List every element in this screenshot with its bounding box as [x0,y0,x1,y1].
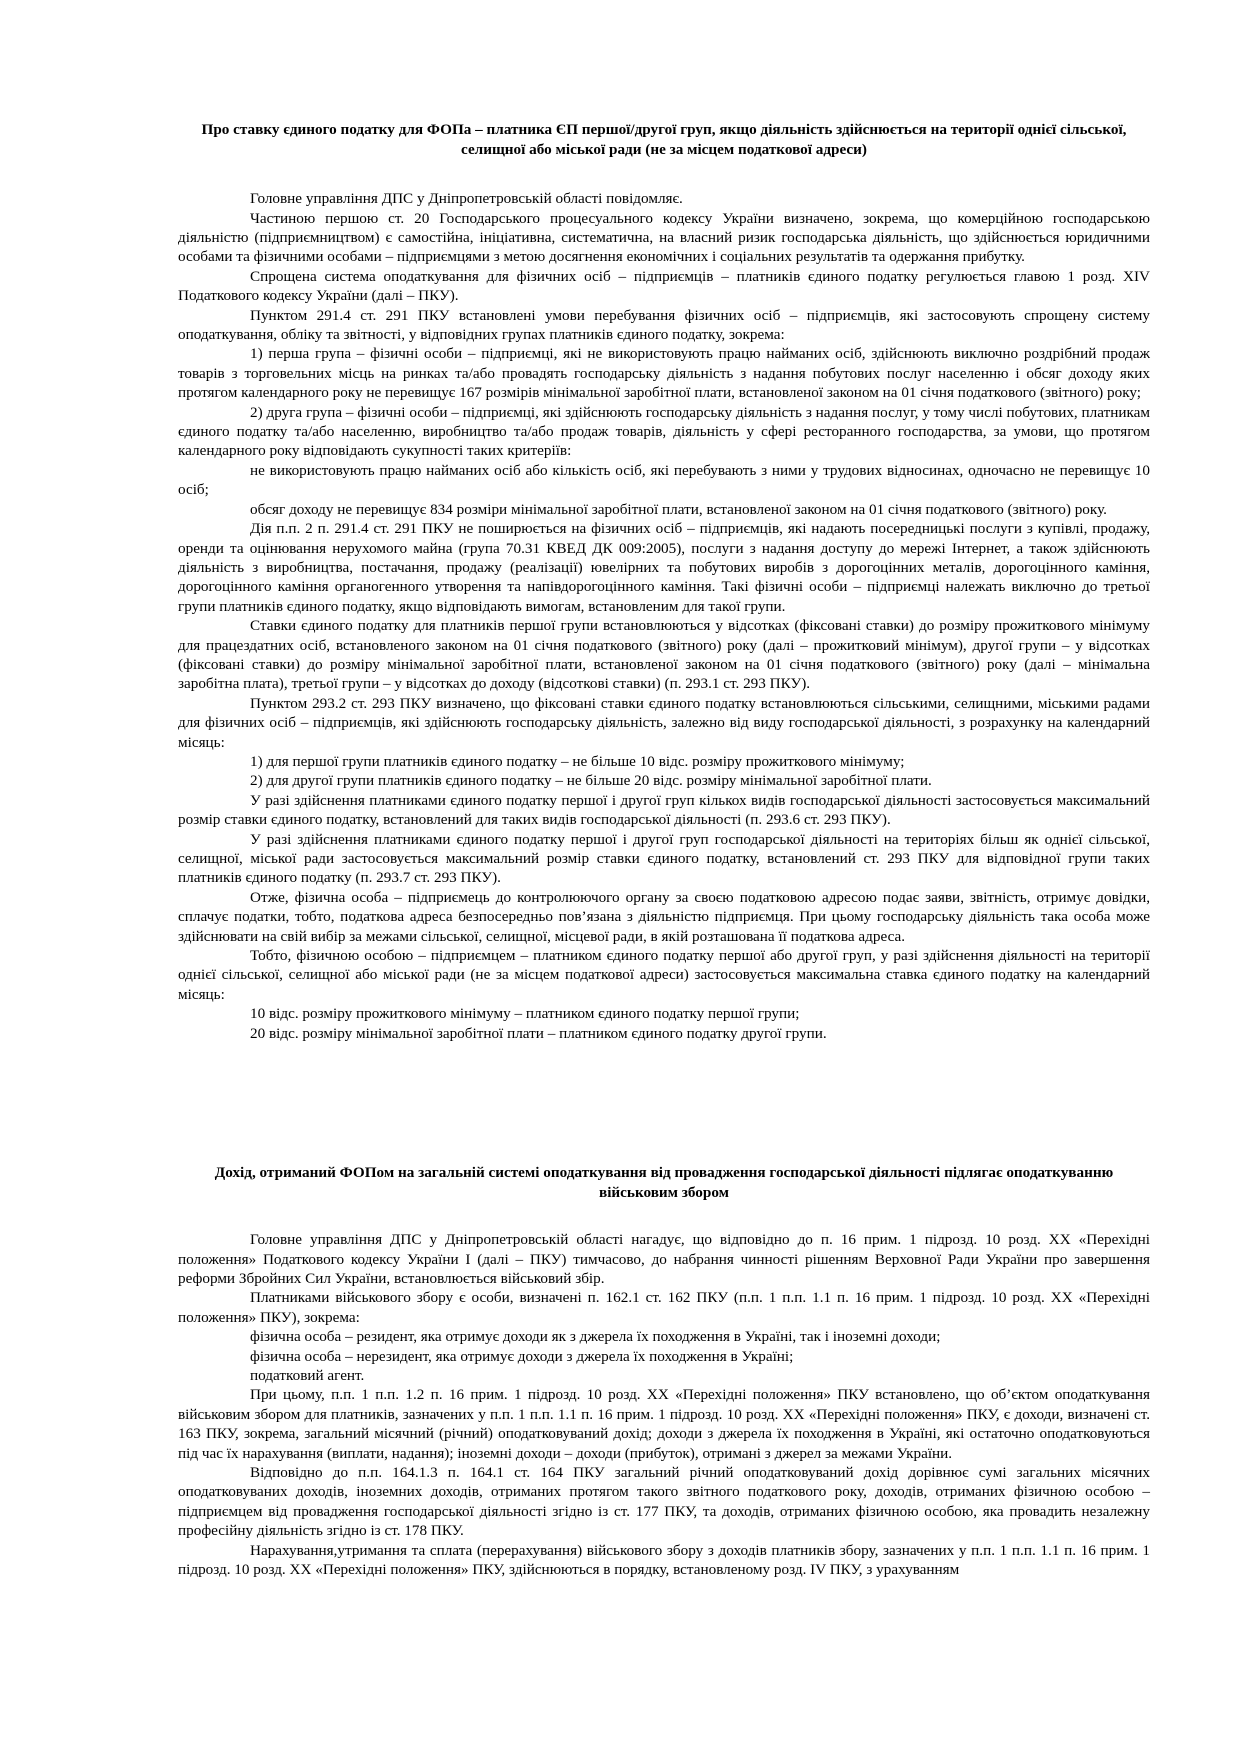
paragraph: 10 відс. розміру прожиткового мінімуму – платником єдиного податку першої групи; [250,1005,800,1023]
paragraph: податковий агент. [250,1367,365,1385]
article-2-title: Дохід, отриманий ФОПом на загальній системі оподаткування від провадження господарської діяльності підлягає оподаткуванню військовим збором [214,1164,1114,1201]
paragraph: Пунктом 291.4 ст. 291 ПКУ встановлені умови перебування фізичних осіб – підприємців, які застосовують спрощену систему оподаткування, обліку та звітності, у відповідних групах платників єдиного податку, зокрема: [178,306,1150,344]
article-1-title: Про ставку єдиного податку для ФОПа – платника ЄП першої/другої груп, якщо діяльність здійснюється на території однієї сільської, селищної або міської ради (не за місцем податкової адреси) [201,121,1127,158]
paragraph: обсяг доходу не перевищує 834 розміри мінімальної заробітної плати, встановленої законом на 01 січня податкового (звітного) року. [250,500,1107,518]
paragraph: Частиною першою ст. 20 Господарського процесуального кодексу України визначено, зокрема, що комерційною господарською діяльністю (підприємництвом) є самостійна, ініціативна, систематична, на власний ризик господарська діяльність, що здійснюється юридичними особами та фізичними особами – підприємцями з метою досягнення економічних і соціальних результатів та одержання прибутку. [178,209,1150,266]
paragraph: Відповідно до п.п. 164.1.3 п. 164.1 ст. 164 ПКУ загальний річний оподатковуваний дохід дорівнює сумі загальних місячних оподатковуваних доходів, іноземних доходів, отриманих протягом такого звітного податкового року, доходів, отриманих фізичною особою – підприємцем від провадження господарської діяльності згідно із ст. 177 ПКУ, та доходів, отриманих фізичною особою, яка провадить незалежну професійну діяльність згідно із ст. 178 ПКУ. [178,1464,1150,1540]
paragraph: Пунктом 293.2 ст. 293 ПКУ визначено, що фіксовані ставки єдиного податку встановлюються сільськими, селищними, міськими радами для фізичних осіб – підприємців, які здійснюють господарську діяльність, залежно від виду господарської діяльності, з розрахунку на календарний місяць: [178,694,1150,751]
article-1 [178,120,1150,1043]
paragraph: Головне управління ДПС у Дніпропетровській області повідомляє. [250,190,683,208]
paragraph: Платниками військового збору є особи, визначені п. 162.1 ст. 162 ПКУ (п.п. 1 п.п. 1.1 п. 16 прим. 1 підрозд. 10 розд. XX «Перехідні положення» ПКУ), зокрема: [178,1289,1150,1326]
article-2-body [178,1230,1150,1579]
paragraph: При цьому, п.п. 1 п.п. 1.2 п. 16 прим. 1 підрозд. 10 розд. XX «Перехідні положення» ПКУ встановлено, що об’єктом оподаткування військовим збором для платників, зазначених у п.п. 1 п.п. 1.1 п. 16 прим. 1 підрозд. 10 розд. XX «Перехідні положення» ПКУ, є доходи, визначені ст. 163 ПКУ, зокрема, загальний місячний (річний) оподатковуваний дохід; доходи з джерела їх походження в Україні, які остаточно оподатковуються під час їх нарахування (виплати, надання); іноземні доходи – доходи (прибуток), отримані з джерел за межами України. [178,1386,1150,1462]
paragraph: Ставки єдиного податку для платників першої групи встановлюються у відсотках (фіксовані ставки) до розміру прожиткового мінімуму для працездатних осіб, встановленого законом на 01 січня податкового (звітного) року (далі – прожитковий мінімум), другої групи – у відсотках (фіксовані ставки) до розміру мінімальної заробітної плати, встановленої законом на 01 січня податкового (звітного) року (далі – мінімальна заробітна плата), третьої групи – у відсотках до доходу (відсоткові ставки) (п. 293.1 ст. 293 ПКУ). [178,617,1150,693]
article-2 [178,1163,1150,1580]
paragraph: 2) друга група – фізичні особи – підприємці, які здійснюють господарську діяльність з надання послуг, у тому числі побутових, платникам єдиного податку та/або населенню, виробництво та/або продаж товарів, діяльність у сфері ресторанного господарства, за умови, що протягом календарного року відповідають сукупності таких критеріїв: [178,403,1150,460]
article-1-body [178,189,1150,1043]
paragraph: Тобто, фізичною особою – підприємцем – платником єдиного податку першої або другої груп, у разі здійснення діяльності на території однієї сільської, селищної або міської ради (не за місцем податкової адреси) застосовується максимальна ставка єдиного податку на календарний місяць: [178,947,1150,1003]
paragraph: 20 відс. розміру мінімальної заробітної плати – платником єдиного податку другої групи. [250,1024,827,1042]
paragraph: 1) перша група – фізичні особи – підприємці, які не використовують працю найманих осіб, здійснюють виключно роздрібний продаж товарів з торговельних місць на ринках та/або провадять господарську діяльність з надання побутових послуг населенню і обсяг доходу яких протягом календарного року не перевищує 167 розмірів мінімальної заробітної плати, встановленої законом на 01 січня податкового (звітного) року; [178,345,1150,402]
paragraph: Дія п.п. 2 п. 291.4 ст. 291 ПКУ не поширюється на фізичних осіб – підприємців, які надають посередницькі послуги з купівлі, продажу, оренди та оцінювання нерухомого майна (група 70.31 КВЕД ДК 009:2005), послуги з надання доступу до мережі Інтернет, а також здійснюють діяльність з виробництва, постачання, продажу (реалізації) ювелірних та побутових виробів з дорогоцінних металів, дорогоцінного каміння, дорогоцінного каміння органогенного утворення та напівдорогоцінного каміння. Такі фізичні особи – підприємці належать виключно до третьої групи платників єдиного податку, якщо відповідають вимогам, встановленим для такої групи. [178,520,1150,615]
paragraph: фізична особа – нерезидент, яка отримує доходи з джерела їх походження в Україні; [250,1347,794,1365]
paragraph: не використовують працю найманих осіб або кількість осіб, які перебувають з ними у трудових відносинах, одночасно не перевищує 10 осіб; [178,461,1150,499]
paragraph: Отже, фізична особа – підприємець до контролюючого органу за своєю податковою адресою подає заяви, звітність, отримує довідки, сплачує податки, тобто, податкова адреса безпосередньо пов’язана з діяльністю підприємця. При цьому господарську діяльність така особа може здійснювати на свій вибір за межами сільської, селищної, місцевої ради, в якій розташована її податкова адреса. [178,888,1150,945]
paragraph: Нарахування,утримання та сплата (перерахування) військового збору з доходів платників збору, зазначених у п.п. 1 п.п. 1.1 п. 16 прим. 1 підрозд. 10 розд. XX «Перехідні положення» ПКУ, здійснюються в порядку, встановленому розд. IV ПКУ, з урахуванням [178,1541,1150,1579]
paragraph: Спрощена система оподаткування для фізичних осіб – підприємців – платників єдиного податку регулюється главою 1 розд. XIV Податкового кодексу України (далі – ПКУ). [178,267,1150,305]
paragraph: У разі здійснення платниками єдиного податку першої і другої груп кількох видів господарської діяльності застосовується максимальний розмір ставки єдиного податку, встановлений для таких видів господарської діяльності (п. 293.6 ст. 293 ПКУ). [178,791,1150,829]
paragraph: фізична особа – резидент, яка отримує доходи як з джерела їх походження в Україні, так і іноземні доходи; [250,1328,941,1346]
paragraph: 1) для першої групи платників єдиного податку – не більше 10 відс. розміру прожиткового мінімуму; [250,752,905,770]
paragraph: У разі здійснення платниками єдиного податку першої і другої груп господарської діяльності на територіях більш як однієї сільської, селищної, міської ради застосовується максимальний розмір ставки єдиного податку, встановлений ст. 293 ПКУ для відповідної групи таких платників єдиного податку (п. 293.7 ст. 293 ПКУ). [178,830,1150,887]
paragraph: 2) для другої групи платників єдиного податку – не більше 20 відс. розміру мінімальної заробітної плати. [250,772,932,790]
paragraph: Головне управління ДПС у Дніпропетровській області нагадує, що відповідно до п. 16 прим. 1 підрозд. 10 розд. XX «Перехідні положення» Податкового кодексу України І (далі – ПКУ) тимчасово, до набрання чинності рішенням Верховної Ради України про завершення реформи Збройних Сил України, встановлюється військовий збір. [178,1231,1150,1287]
